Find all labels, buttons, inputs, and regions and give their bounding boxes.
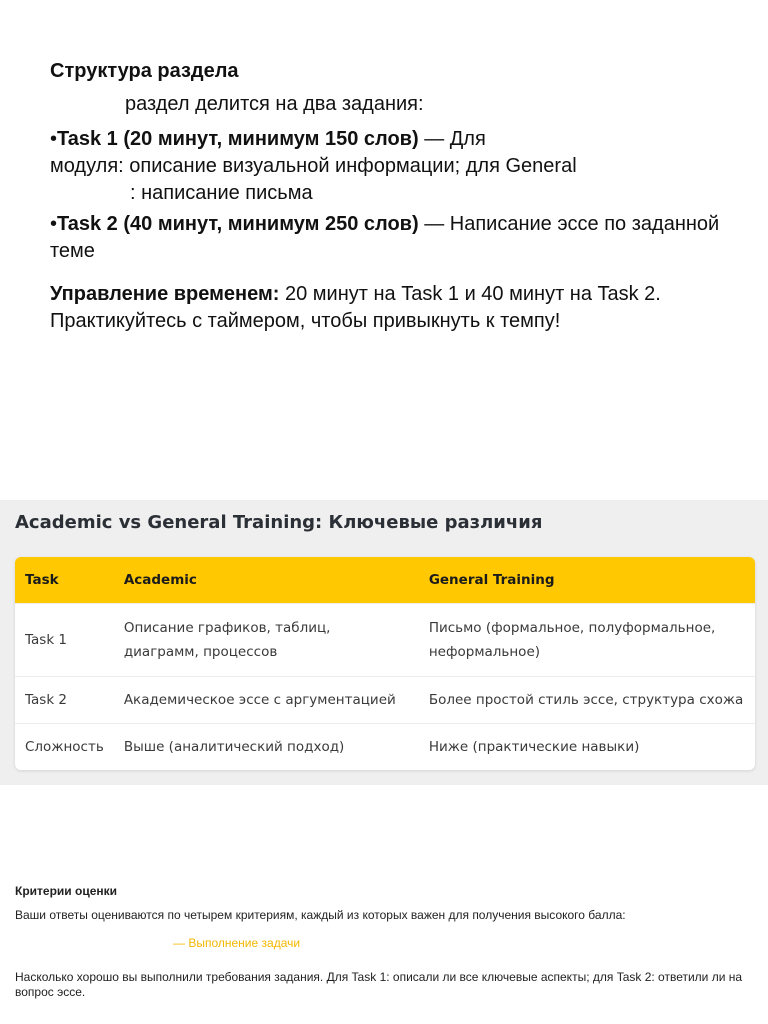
- time-management-text: 20 минут на Task 1 и 40 минут на Task 2. Практикуйтесь с таймером, чтобы привыкнуть к темпу!: [50, 283, 661, 332]
- criteria-item-task-achievement: — Выполнение задачи: [173, 936, 301, 950]
- task1-description: [50, 126, 730, 207]
- task1-bullet: •: [50, 128, 58, 150]
- table-cell: Task 2: [15, 677, 114, 724]
- task1-rest: — Для: [418, 128, 486, 150]
- table-cell: Письмо (формальное, полуформальное, неформальное): [419, 604, 755, 677]
- table-row: [15, 677, 755, 724]
- task1-line3: : написание письма: [130, 182, 313, 204]
- header-general-training: General Training: [428, 572, 555, 588]
- table-cell: Ниже (практические навыки): [419, 724, 755, 771]
- comparison-table: [15, 557, 755, 770]
- task2-title: Task 2 (40 минут, минимум 250 слов): [57, 213, 419, 235]
- table-cell: Описание графиков, таблиц, диаграмм, процессов: [114, 604, 419, 677]
- comparison-panel: [0, 500, 768, 785]
- criteria-section: [15, 884, 757, 1000]
- task2-bullet: •: [50, 213, 58, 235]
- task2-description: [50, 211, 730, 265]
- table-cell: Более простой стиль эссе, структура схожа: [419, 677, 755, 724]
- table-row: [15, 724, 755, 771]
- structure-heading: Структура раздела: [50, 60, 239, 82]
- table-header-row: [15, 557, 755, 604]
- table-cell: Сложность: [15, 724, 114, 771]
- table-cell: Task 1: [15, 604, 114, 677]
- time-management: [50, 281, 730, 335]
- header-task: Task: [25, 572, 59, 588]
- task1-title: Task 1 (20 минут, минимум 150 слов): [57, 128, 419, 150]
- structure-section: [50, 58, 730, 335]
- header-academic: Academic: [123, 572, 197, 588]
- criteria-intro: Ваши ответы оцениваются по четырем критериям, каждый из которых важен для получения высокого балла:: [15, 908, 626, 922]
- table-cell: Выше (аналитический подход): [114, 724, 419, 771]
- criteria-title: Критерии оценки: [15, 884, 118, 898]
- comparison-table-card: [15, 557, 755, 770]
- table-cell: Академическое эссе с аргументацией: [114, 677, 419, 724]
- task2-rest: — Написание эссе по заданной теме: [50, 213, 720, 262]
- structure-intro: раздел делится на два задания:: [125, 93, 424, 115]
- table-row: [15, 604, 755, 677]
- comparison-title: Academic vs General Training: Ключевые различия: [15, 512, 543, 533]
- task1-line2: модуля: описание визуальной информации; для General: [50, 155, 577, 177]
- time-management-label: Управление временем:: [50, 283, 280, 305]
- criteria-description: Насколько хорошо вы выполнили требования задания. Для Task 1: описали ли все ключевые аспекты; для Task 2: ответили ли на вопрос эссе.: [15, 970, 743, 999]
